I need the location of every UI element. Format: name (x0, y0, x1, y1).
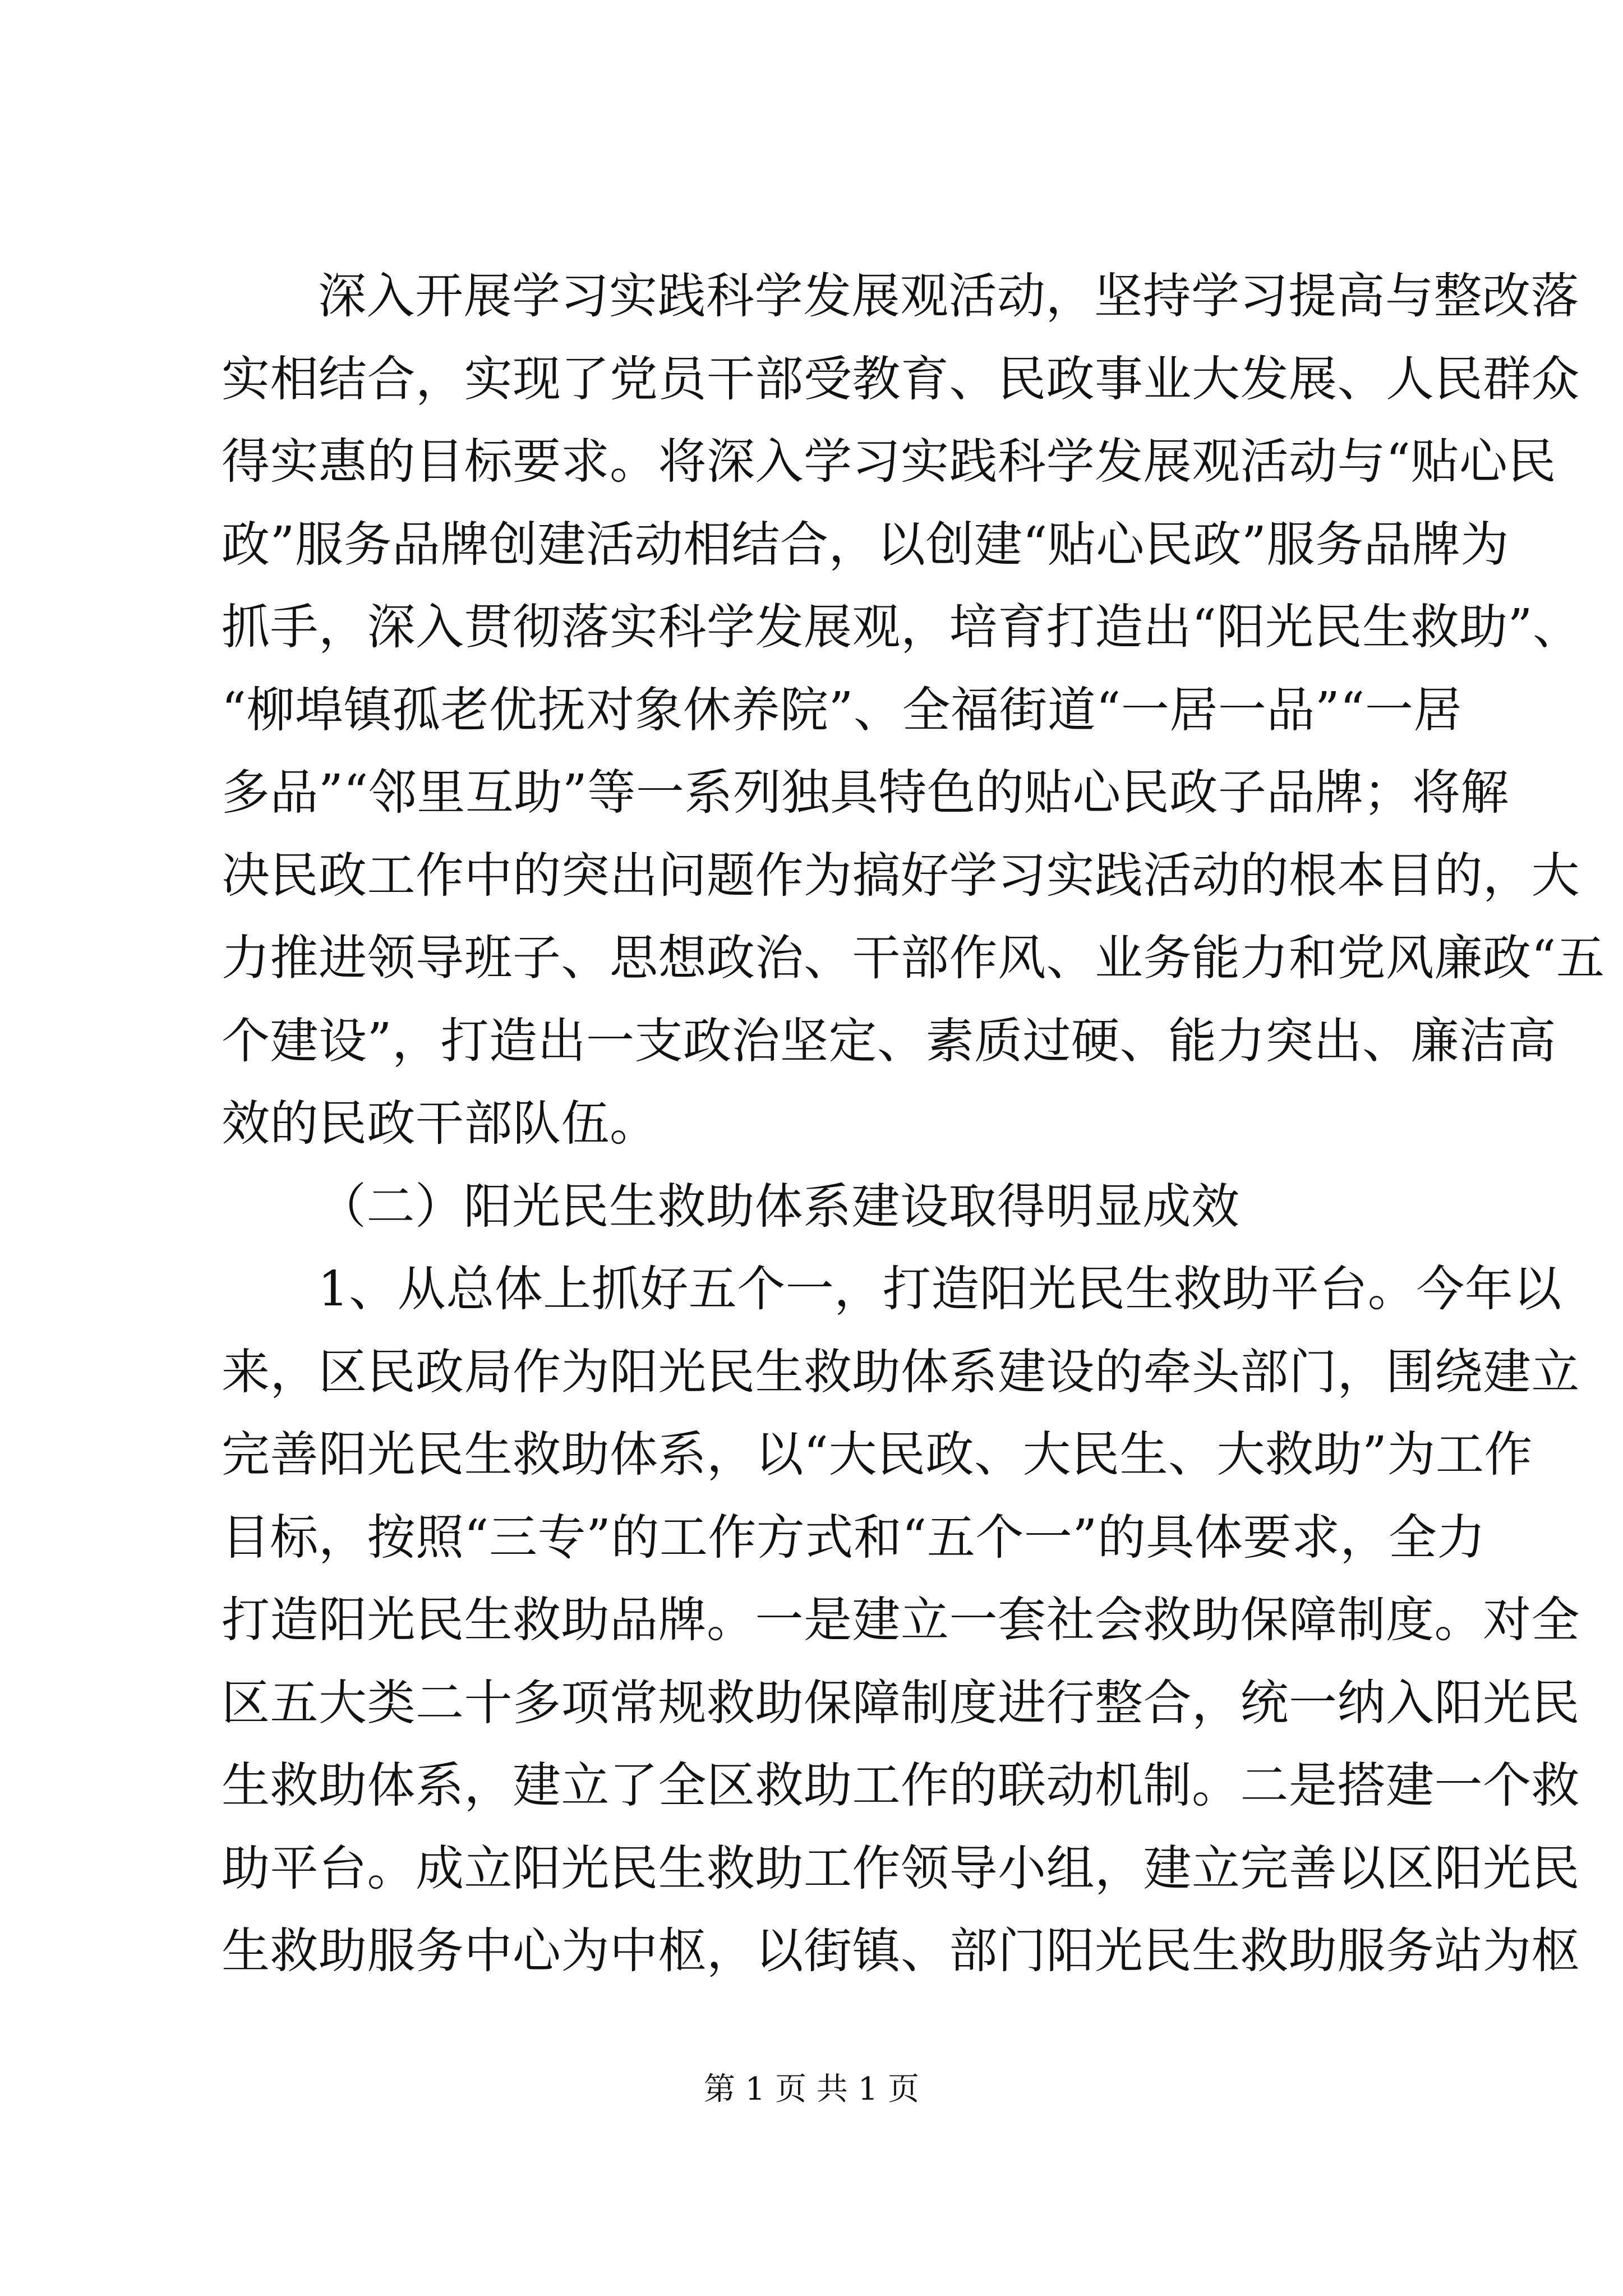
paragraph-line: 完善阳光民生救助体系，以“大民政、大民生、大救助”为工作 (222, 1427, 1533, 1483)
paragraph-line: 得实惠的目标要求。将深入学习实践科学发展观活动与“贴心民 (222, 434, 1556, 490)
paragraph-line: 助平台。成立阳光民生救助工作领导小组，建立完善以区阳光民 (222, 1840, 1580, 1897)
paragraph-line: 效的民政干部队伍。 (222, 1096, 658, 1152)
paragraph-line: 力推进领导班子、思想政治、干部作风、业务能力和党风廉政“五 (222, 930, 1605, 986)
paragraph-line: 抓手，深入贯彻落实科学发展观，培育打造出“阳光民生救助”、 (222, 599, 1581, 655)
paragraph-line: 目标，按照“三专”的工作方式和“五个一”的具体要求，全力 (222, 1509, 1486, 1566)
paragraph-line: 区五大类二十多项常规救助保障制度进行整合，统一纳入阳光民 (222, 1674, 1580, 1731)
section-heading: （二）阳光民生救助体系建设取得明显成效 (318, 1178, 1240, 1235)
paragraph-line: 深入开展学习实践科学发展观活动，坚持学习提高与整改落 (318, 268, 1579, 324)
page-number: 第 1 页 共 1 页 (703, 2071, 920, 2108)
paragraph-line: 个建设”，打造出一支政治坚定、素质过硬、能力突出、廉洁高 (222, 1013, 1556, 1069)
paragraph-line: 决民政工作中的突出问题作为搞好学习实践活动的根本目的，大 (222, 847, 1580, 904)
paragraph-line: 政”服务品牌创建活动相结合，以创建“贴心民政”服务品牌为 (222, 516, 1509, 573)
document-body (222, 255, 1605, 1993)
paragraph-line: 打造阳光民生救助品牌。一是建立一套社会救助保障制度。对全 (222, 1592, 1580, 1648)
paragraph-line: 生救助体系，建立了全区救助工作的联动机制。二是搭建一个救 (222, 1757, 1580, 1814)
paragraph-line: 实相结合，实现了党员干部受教育、民政事业大发展、人民群众 (222, 351, 1580, 407)
paragraph-line: 多品”“邻里互助”等一系列独具特色的贴心民政子品牌；将解 (222, 765, 1509, 821)
paragraph-line: 生救助服务中心为中枢，以街镇、部门阳光民生救助服务站为枢 (222, 1923, 1580, 1979)
paragraph-line: “柳埠镇孤老优抚对象休养院”、全福街道“一居一品”“一居 (222, 682, 1462, 738)
paragraph-line: 1、从总体上抓好五个一，打造阳光民生救助平台。今年以 (318, 1261, 1562, 1317)
paragraph-line: 来，区民政局作为阳光民生救助体系建设的牵头部门，围绕建立 (222, 1343, 1580, 1400)
